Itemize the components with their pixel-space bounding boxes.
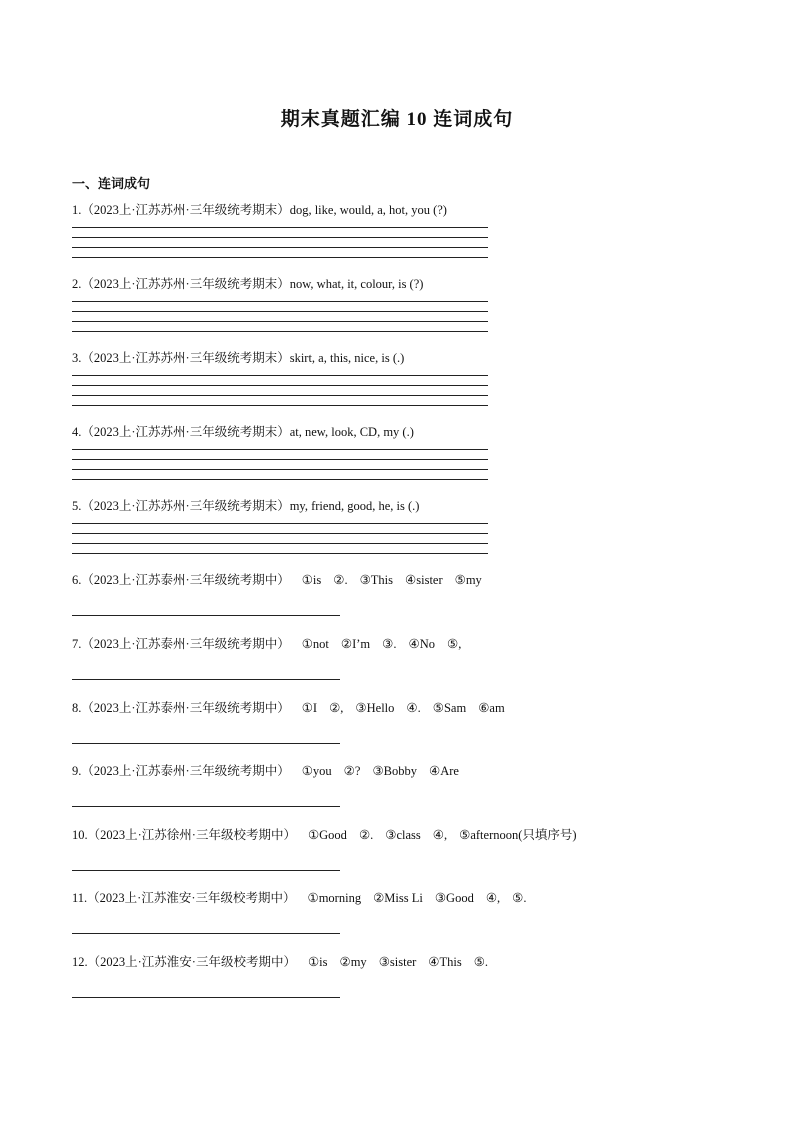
word-choice: ③Bobby: [372, 764, 417, 778]
answer-lines-4[interactable]: [72, 449, 488, 489]
word-choice: ②,: [329, 701, 344, 715]
word-choice: ③Good: [434, 891, 474, 905]
word-choice: ④Are: [428, 764, 459, 778]
question-prefix: 10.（2023上·江苏徐州·三年级校考期中）: [72, 828, 296, 842]
page-title: 期末真题汇编 10 连词成句: [280, 109, 514, 130]
question-9: [72, 761, 459, 779]
answer-line-7[interactable]: [72, 679, 340, 680]
answer-line-12[interactable]: [72, 997, 340, 998]
word-choice: ⑤Sam: [432, 701, 467, 715]
question-5: 5.（2023上·江苏苏州·三年级统考期末）my, friend, good, he, is (.): [72, 499, 420, 513]
question-prefix: 12.（2023上·江苏淮安·三年级校考期中）: [72, 955, 296, 969]
answer-lines-1[interactable]: [72, 227, 488, 267]
word-choice: ①not: [301, 637, 329, 651]
word-choice: ④,: [432, 828, 448, 842]
word-choice: ①is: [307, 955, 328, 969]
word-choice: ②Miss Li: [373, 891, 423, 905]
question-6: [72, 570, 482, 588]
word-choice: ⑤my: [454, 573, 482, 587]
word-choice: ③.: [382, 637, 397, 651]
word-choice: ⑥am: [478, 701, 505, 715]
word-choice: ③This: [359, 573, 394, 587]
word-choice: ①is: [301, 573, 322, 587]
word-choice: ⑤afternoon(只填序号): [459, 828, 577, 842]
question-8: [72, 698, 505, 716]
question-prefix: 11.（2023上·江苏淮安·三年级校考期中）: [72, 891, 296, 905]
word-choice: ④sister: [405, 573, 443, 587]
word-choice: ②.: [358, 828, 374, 842]
answer-line-9[interactable]: [72, 806, 340, 807]
word-choice: ②.: [333, 573, 348, 587]
answer-line-8[interactable]: [72, 743, 340, 744]
word-choice: ⑤.: [512, 891, 527, 905]
question-prefix: 7.（2023上·江苏泰州·三年级统考期中）: [72, 637, 290, 651]
word-choice: ④,: [485, 891, 501, 905]
section-heading: 一、连词成句: [72, 176, 151, 191]
question-4: 4.（2023上·江苏苏州·三年级统考期末）at, new, look, CD, my (.): [72, 425, 414, 439]
question-prefix: 6.（2023上·江苏泰州·三年级统考期中）: [72, 573, 290, 587]
word-choice: ①morning: [307, 891, 362, 905]
question-prefix: 9.（2023上·江苏泰州·三年级统考期中）: [72, 764, 290, 778]
answer-line-11[interactable]: [72, 933, 340, 934]
word-choice: ④This: [428, 955, 462, 969]
question-7: [72, 634, 461, 652]
word-choice: ④No: [408, 637, 435, 651]
word-choice: ⑤,: [446, 637, 462, 651]
word-choice: ③sister: [378, 955, 417, 969]
question-10: [72, 825, 577, 843]
answer-line-10[interactable]: [72, 870, 340, 871]
word-choice: ②?: [343, 764, 361, 778]
answer-lines-5[interactable]: [72, 523, 488, 563]
question-3: 3.（2023上·江苏苏州·三年级统考期末）skirt, a, this, nice, is (.): [72, 351, 405, 365]
word-choice: ④.: [406, 701, 421, 715]
word-choice: ⑤.: [473, 955, 489, 969]
word-choice: ①I: [301, 701, 318, 715]
answer-lines-3[interactable]: [72, 375, 488, 415]
question-1: 1.（2023上·江苏苏州·三年级统考期末）dog, like, would, a, hot, you (?): [72, 203, 447, 217]
question-prefix: 8.（2023上·江苏泰州·三年级统考期中）: [72, 701, 290, 715]
word-choice: ②my: [339, 955, 367, 969]
question-2: 2.（2023上·江苏苏州·三年级统考期末）now, what, it, colour, is (?): [72, 277, 424, 291]
answer-line-6[interactable]: [72, 615, 340, 616]
word-choice: ①you: [301, 764, 332, 778]
answer-lines-2[interactable]: [72, 301, 488, 341]
question-11: [72, 888, 527, 906]
question-12: [72, 952, 488, 970]
word-choice: ③Hello: [355, 701, 395, 715]
word-choice: ③class: [385, 828, 421, 842]
word-choice: ②I’m: [340, 637, 371, 651]
word-choice: ①Good: [307, 828, 347, 842]
